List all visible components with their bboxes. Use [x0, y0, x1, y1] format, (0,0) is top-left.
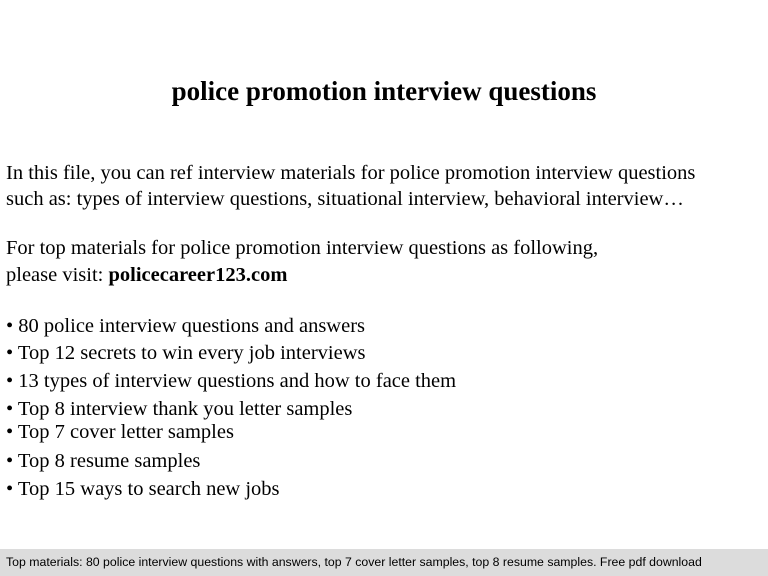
intro-line-1: In this file, you can ref interview materials for police promotion interview questions	[6, 162, 696, 184]
visit-line-2	[6, 262, 287, 288]
slide-title: police promotion interview questions	[171, 76, 597, 106]
bullet-item: • 80 police interview questions and answers	[6, 315, 366, 337]
bullet-item: • Top 7 cover letter samples	[6, 421, 234, 443]
bullet-item: • Top 12 secrets to win every job interviews	[6, 342, 366, 364]
visit-prefix: please visit:	[6, 264, 109, 286]
bullet-item: • Top 8 resume samples	[6, 450, 201, 472]
footer-bar	[0, 549, 768, 576]
visit-link[interactable]: policecareer123.com	[108, 264, 288, 286]
intro-line-2: such as: types of interview questions, situational interview, behavioral interview…	[6, 188, 684, 210]
visit-line-1: For top materials for police promotion interview questions as following,	[6, 237, 599, 259]
footer-text: Top materials: 80 police interview questions with answers, top 7 cover letter samples, top 8 resume samples. Free pdf download	[6, 555, 702, 569]
bullet-item: • Top 8 interview thank you letter samples	[6, 398, 353, 420]
bullet-item: • 13 types of interview questions and how to face them	[6, 370, 457, 392]
bullet-item: • Top 15 ways to search new jobs	[6, 478, 280, 500]
